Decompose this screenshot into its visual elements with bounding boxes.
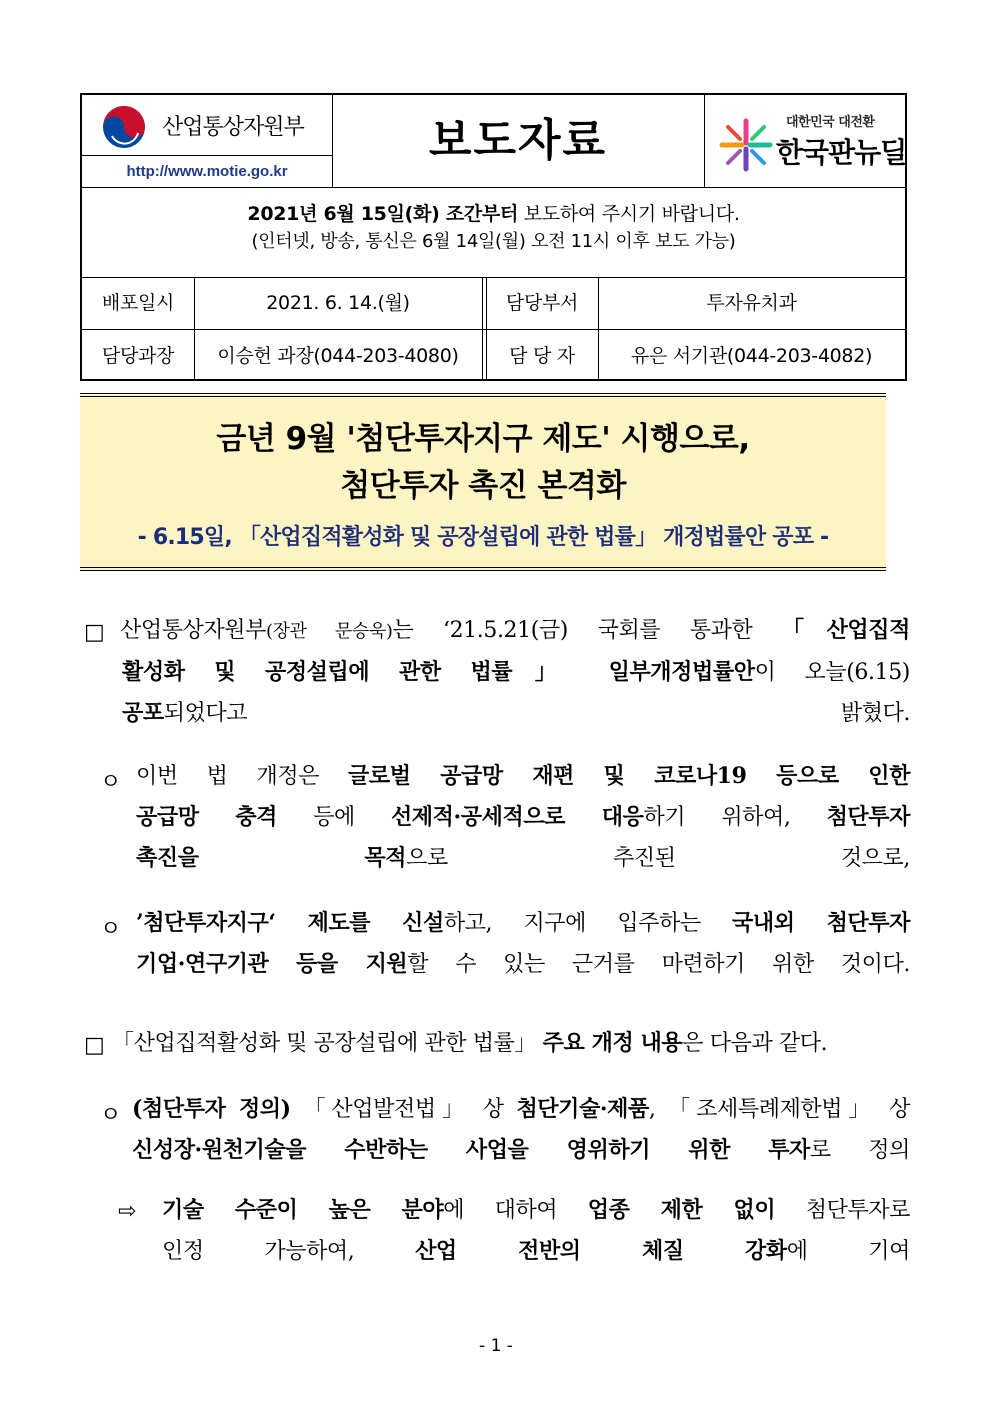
ministry-url-link[interactable]: http://www.motie.go.kr [126, 163, 288, 180]
paragraph-line [132, 1130, 910, 1171]
headline-line-1: 금년 9월 '첨단투자지구 제도' 시행으로, [216, 421, 750, 457]
embargo-line [82, 199, 905, 226]
bold-text: 주요 개정 내용 [542, 1030, 683, 1056]
text: 로 정의 [809, 1138, 911, 1163]
taegeuk-emblem-icon [100, 103, 148, 151]
paragraph-line [162, 1190, 910, 1231]
paragraph-1 [120, 610, 910, 734]
paragraph-2 [136, 756, 910, 879]
text: 하기 위하여, [643, 805, 827, 830]
bold-text: 국내외 첨단투자 [732, 910, 910, 936]
paragraph-line [132, 1089, 910, 1130]
text: 는 ‘21.5.21(금) 국회를 통과한 [392, 618, 782, 643]
paragraph-line [122, 693, 910, 734]
release-date-value: 2021. 6. 14.(월) [266, 292, 410, 314]
page-number: - 1 - [479, 1336, 513, 1356]
headline-box [80, 393, 886, 571]
embargo-note: (인터넷, 방송, 통신은 6월 14일(월) 오전 11시 이후 보도 가능) [251, 231, 736, 252]
paragraph-5 [132, 1089, 910, 1171]
bold-text: 신성장·원천기술을 수반하는 사업을 영위하기 위한 투자 [132, 1137, 810, 1163]
paragraph-line [136, 944, 910, 985]
text: 되었다고 밝혔다. [163, 701, 910, 726]
text: , 「조세특례제한법」 상 [648, 1097, 911, 1122]
circle-bullet: ㅇ [100, 1103, 122, 1128]
ministry-name: 산업통상자원부 [162, 115, 304, 140]
text: 이번 법 개정은 [136, 764, 348, 789]
headline-line-2: 첨단투자 촉진 본격화 [340, 468, 626, 504]
text: 에 대하여 [443, 1198, 588, 1223]
bold-text: 글로벌 공급망 재편 및 코로나19 등으로 인한 [347, 763, 910, 789]
divider [82, 277, 905, 278]
contact-person-value: 유은 서기관(044-203-4082) [630, 345, 873, 367]
embargo-date: 2021년 6월 15일(화) 조간부터 [247, 203, 519, 225]
paragraph-3 [136, 903, 910, 985]
text: 첨단투자로 [775, 1198, 911, 1223]
label-manager: 담당과장 [101, 345, 175, 367]
paragraph-4 [112, 1023, 910, 1064]
bold-text: 활성화 및 공정설립에 관한 법률」 일부개정법률안 [122, 659, 755, 685]
paragraph-line [122, 652, 910, 693]
press-release-header [80, 93, 907, 381]
bold-text: 업종 제한 없이 [587, 1197, 776, 1223]
bold-text: 공급망 충격 [136, 804, 278, 830]
bold-text: 첨단투자 [826, 804, 910, 830]
text: 으로 추진된 것으로, [406, 846, 910, 871]
double-rule [80, 567, 886, 571]
paragraph-line [136, 756, 910, 797]
paragraph-line [136, 838, 910, 879]
bold-text: 첨단기술·제품 [516, 1096, 649, 1122]
text: 하고, 지구에 입주하는 [443, 911, 733, 936]
text: 「산업발전법」 상 [290, 1097, 517, 1122]
bold-text: 「산업집적 [781, 617, 910, 643]
bold-text: 공포 [122, 700, 164, 726]
bold-text: 선제적·공세적으로 대응 [390, 804, 644, 830]
circle-bullet: ㅇ [100, 917, 122, 942]
square-bullet: □ [84, 620, 105, 645]
label-department: 담당부서 [505, 292, 579, 314]
text: (장관 문승욱) [265, 621, 393, 642]
bold-text: 산업 전반의 체질 강화 [415, 1238, 787, 1264]
divider [482, 277, 483, 379]
text: 등에 [277, 805, 391, 830]
text: 은 다음과 같다. [682, 1031, 828, 1056]
text: 산업통상자원부 [120, 618, 266, 643]
paragraph-line [162, 1231, 910, 1272]
label-contact-person: 담 당 자 [509, 345, 575, 367]
brand-subtitle: 대한민국 대전환 [786, 115, 875, 130]
text: 「산업집적활성화 및 공장설립에 관한 법률」 [112, 1031, 543, 1056]
bold-text: 기업·연구기관 등을 지원 [136, 951, 408, 977]
manager-value: 이승헌 과장(044-203-4080) [217, 345, 459, 367]
text: 할 수 있는 근거를 마련하기 위한 것이다. [407, 952, 910, 977]
paragraph-line [136, 797, 910, 838]
bold-text: 기술 수준이 높은 분야 [162, 1197, 444, 1223]
department-value: 투자유치과 [706, 292, 797, 314]
arrow-bullet-icon: ⇨ [118, 1199, 137, 1224]
circle-bullet: ㅇ [100, 770, 122, 795]
bold-text: (첨단투자 정의) [132, 1096, 291, 1122]
korean-new-deal-logo [704, 95, 909, 187]
paragraph-line [120, 610, 910, 652]
embargo-text: 보도하여 주시기 바랍니다. [518, 203, 740, 225]
headline-subtitle: - 6.15일, 「산업집적활성화 및 공장설립에 관한 법률」 개정법률안 공포 - [137, 525, 829, 550]
text: 이 오늘(6.15) [754, 660, 910, 685]
paragraph-6 [162, 1190, 910, 1272]
double-rule [80, 393, 886, 397]
text: 에 기여 [786, 1239, 910, 1264]
paragraph-line [112, 1023, 910, 1064]
text: 인정 가능하여, [162, 1239, 416, 1264]
paragraph-line [136, 903, 910, 944]
label-release-date: 배포일시 [101, 292, 175, 314]
new-deal-star-icon [718, 117, 774, 173]
bold-text: ’첨단투자지구‘ 제도를 신설 [136, 910, 444, 936]
brand-title: 한국판뉴딜 [776, 136, 907, 169]
divider [82, 329, 905, 330]
square-bullet: □ [84, 1033, 105, 1058]
ministry-logo-cell [82, 95, 332, 187]
document-type-title: 보도자료 [428, 115, 607, 166]
bold-text: 촉진을 목적 [136, 845, 407, 871]
embargo-notice [82, 187, 905, 277]
